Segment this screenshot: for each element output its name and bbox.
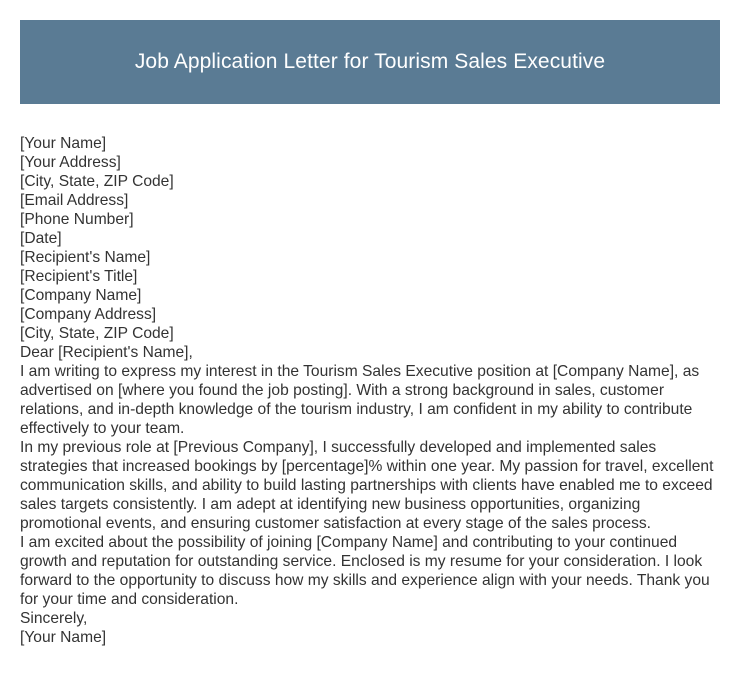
closing: Sincerely, <box>20 610 88 627</box>
letter-body <box>20 134 724 647</box>
recipient-city-state-zip: [City, State, ZIP Code] <box>20 325 174 342</box>
paragraph-closing: I am excited about the possibility of joining [Company Name] and contributing to your continued growth and reputation for outstanding service. Enclosed is my resume for your consideration. I look forward to the opportunity to discuss how my skills and experience align with your needs. Thank you for your time and consideration. <box>20 534 710 608</box>
letter-date: [Date] <box>20 230 62 247</box>
sender-phone: [Phone Number] <box>20 211 134 228</box>
sender-city-state-zip: [City, State, ZIP Code] <box>20 173 174 190</box>
title-banner <box>20 20 720 104</box>
sender-email: [Email Address] <box>20 192 129 209</box>
recipient-title: [Recipient's Title] <box>20 268 138 285</box>
paragraph-experience: In my previous role at [Previous Company], I successfully developed and implemented sales strategies that increased bookings by [percentage]% within one year. My passion for travel, excellent communication skills, and ability to build lasting partnerships with clients have enabled me to exceed sales targets consistently. I am adept at identifying new business opportunities, organizing promotional events, and ensuring customer satisfaction at every stage of the sales process. <box>20 439 714 532</box>
recipient-company: [Company Name] <box>20 287 142 304</box>
page-title: Job Application Letter for Tourism Sales Executive <box>134 50 606 73</box>
salutation: Dear [Recipient's Name], <box>20 344 193 361</box>
paragraph-intro: I am writing to express my interest in the Tourism Sales Executive position at [Company Name], as advertised on [where you found the job posting]. With a strong background in sales, customer relations, and in-depth knowledge of the tourism industry, I am confident in my ability to contribute effectively to your team. <box>20 363 700 437</box>
recipient-address: [Company Address] <box>20 306 157 323</box>
signature: [Your Name] <box>20 629 107 646</box>
sender-name: [Your Name] <box>20 135 107 152</box>
recipient-name: [Recipient's Name] <box>20 249 151 266</box>
sender-address: [Your Address] <box>20 154 121 171</box>
